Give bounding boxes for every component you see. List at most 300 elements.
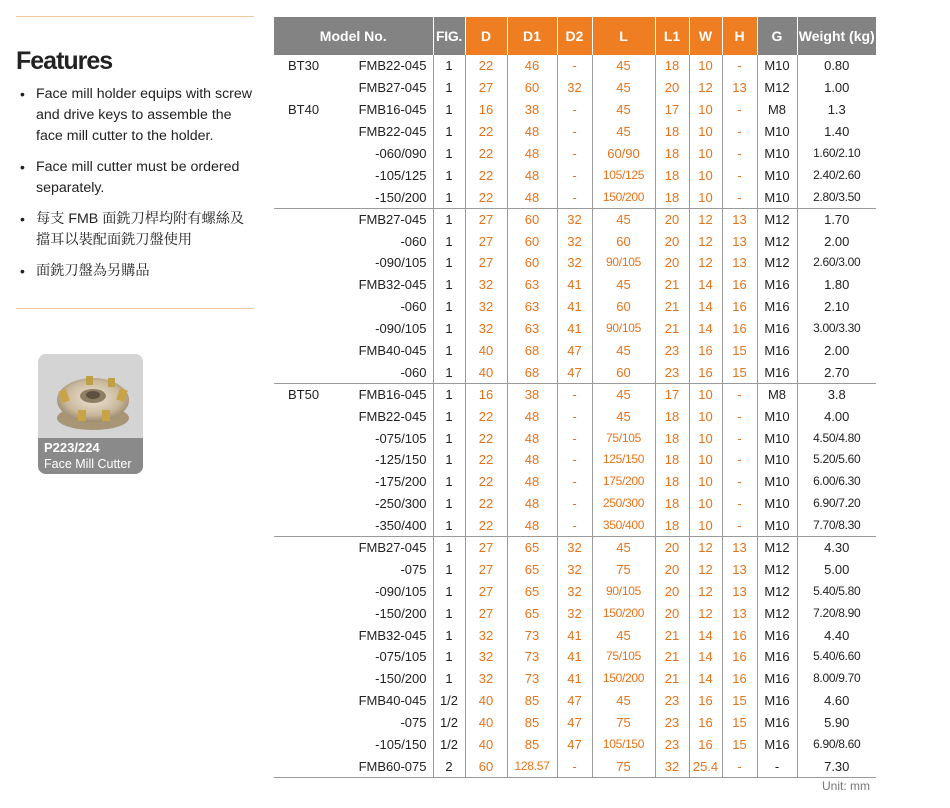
cell-model bbox=[274, 537, 433, 559]
cell-g: M10 bbox=[757, 493, 797, 515]
cell-d2: 32 bbox=[557, 77, 592, 99]
cell-model-number: FMB22-045 bbox=[358, 124, 427, 140]
top-divider bbox=[16, 16, 254, 17]
product-label bbox=[38, 438, 143, 474]
cell-g: M12 bbox=[757, 77, 797, 99]
cell-d1: 48 bbox=[507, 405, 557, 427]
cell-l: 250/300 bbox=[592, 493, 655, 515]
cell-d1: 68 bbox=[507, 361, 557, 383]
cell-d1: 48 bbox=[507, 471, 557, 493]
cell-model-number: -105/125 bbox=[375, 167, 427, 183]
cell-g: M12 bbox=[757, 230, 797, 252]
cell-model bbox=[274, 515, 433, 537]
cell-model bbox=[274, 99, 433, 121]
cell-fig: 1 bbox=[433, 186, 465, 208]
cell-fig: 1 bbox=[433, 471, 465, 493]
cell-l1: 21 bbox=[655, 318, 689, 340]
cell-model-number: FMB32-045 bbox=[358, 277, 427, 293]
cell-weight: 4.00 bbox=[824, 408, 850, 424]
cell-model bbox=[274, 471, 433, 493]
cell-h: - bbox=[722, 55, 757, 77]
cell-d2: - bbox=[557, 99, 592, 121]
cell-l: 90/105 bbox=[592, 318, 655, 340]
cell-weight: 7.20/8.90 bbox=[813, 605, 861, 620]
cell-l1: 23 bbox=[655, 690, 689, 712]
cell-d1: 65 bbox=[507, 580, 557, 602]
cell-model bbox=[274, 427, 433, 449]
cell-weight: 2.40/2.60 bbox=[813, 167, 861, 182]
cell-h: - bbox=[722, 471, 757, 493]
table-row bbox=[274, 383, 876, 405]
table-row bbox=[274, 121, 876, 143]
cell-weight: 1.70 bbox=[797, 208, 876, 230]
cell-fig: 1 bbox=[433, 274, 465, 296]
face-mill-cutter-icon bbox=[38, 354, 143, 440]
table-row bbox=[274, 164, 876, 186]
table-header-row bbox=[274, 17, 876, 55]
table-row bbox=[274, 756, 876, 778]
cell-weight: 4.40 bbox=[824, 627, 850, 643]
cell-model bbox=[274, 734, 433, 756]
cell-h: - bbox=[722, 515, 757, 537]
cell-d: 40 bbox=[465, 712, 507, 734]
feature-item: • Face mill cutter must be ordered separately. bbox=[16, 157, 254, 199]
cell-w: 16 bbox=[689, 340, 722, 362]
cell-d2: - bbox=[557, 143, 592, 165]
cell-l: 45 bbox=[592, 55, 655, 77]
cell-d2: - bbox=[557, 471, 592, 493]
cell-d1: 38 bbox=[507, 99, 557, 121]
cell-w: 10 bbox=[689, 471, 722, 493]
cell-model-number: FMB27-045 bbox=[358, 540, 427, 556]
cell-l: 150/200 bbox=[592, 602, 655, 624]
cell-weight: 3.00/3.30 bbox=[813, 321, 861, 336]
cell-h: - bbox=[722, 186, 757, 208]
cell-l: 150/200 bbox=[592, 668, 655, 690]
cell-weight: 8.00/9.70 bbox=[813, 671, 861, 686]
cell-d: 32 bbox=[465, 646, 507, 668]
cell-d2: 41 bbox=[557, 318, 592, 340]
cell-g: M16 bbox=[757, 668, 797, 690]
cell-w: 10 bbox=[689, 383, 722, 405]
cell-d1: 38 bbox=[507, 383, 557, 405]
cell-w: 16 bbox=[689, 712, 722, 734]
cell-d1: 48 bbox=[507, 493, 557, 515]
cell-l1: 18 bbox=[655, 405, 689, 427]
cell-weight: 0.80 bbox=[824, 58, 850, 74]
features-panel bbox=[16, 16, 254, 309]
cell-w: 10 bbox=[689, 99, 722, 121]
cell-d2: 41 bbox=[557, 274, 592, 296]
cell-l1: 18 bbox=[655, 471, 689, 493]
cell-fig: 2 bbox=[433, 756, 465, 778]
cell-d2: 47 bbox=[557, 712, 592, 734]
cell-l: 60 bbox=[592, 296, 655, 318]
cell-d2: 41 bbox=[557, 296, 592, 318]
cell-h: 15 bbox=[722, 361, 757, 383]
cell-h: - bbox=[722, 383, 757, 405]
cell-l: 350/400 bbox=[592, 515, 655, 537]
cell-fig: 1 bbox=[433, 558, 465, 580]
cell-h: 13 bbox=[722, 558, 757, 580]
cell-d: 32 bbox=[465, 296, 507, 318]
cell-fig: 1 bbox=[433, 405, 465, 427]
cell-l1: 18 bbox=[655, 515, 689, 537]
cell-d1: 85 bbox=[507, 712, 557, 734]
cell-d: 22 bbox=[465, 515, 507, 537]
table-row bbox=[274, 361, 876, 383]
cell-d2: 41 bbox=[557, 624, 592, 646]
cell-weight: 6.90/8.60 bbox=[813, 737, 861, 752]
cell-g: M16 bbox=[757, 734, 797, 756]
cell-weight: 5.90 bbox=[824, 715, 850, 731]
cell-l1: 20 bbox=[655, 230, 689, 252]
cell-weight: 2.00 bbox=[824, 233, 850, 249]
cell-l1: 20 bbox=[655, 602, 689, 624]
cell-model-number: FMB40-045 bbox=[358, 693, 427, 709]
cell-model bbox=[274, 690, 433, 712]
cell-d: 22 bbox=[465, 55, 507, 77]
cell-l1: 18 bbox=[655, 55, 689, 77]
cell-d: 22 bbox=[465, 405, 507, 427]
cell-w: 25.4 bbox=[689, 756, 722, 778]
cell-fig: 1 bbox=[433, 143, 465, 165]
table-row bbox=[274, 646, 876, 668]
cell-weight: 1.40 bbox=[824, 124, 850, 140]
cell-model bbox=[274, 230, 433, 252]
cell-d2: 41 bbox=[557, 646, 592, 668]
unit-note: Unit: mm bbox=[822, 779, 870, 793]
cell-d1: 48 bbox=[507, 515, 557, 537]
cell-fig: 1 bbox=[433, 580, 465, 602]
cell-d1: 60 bbox=[507, 230, 557, 252]
table-row bbox=[274, 99, 876, 121]
cell-fig: 1 bbox=[433, 449, 465, 471]
cell-w: 10 bbox=[689, 55, 722, 77]
cell-l: 60 bbox=[592, 361, 655, 383]
cell-model-number: -150/200 bbox=[375, 605, 427, 621]
cell-spindle-group: BT30 bbox=[288, 58, 320, 74]
cell-d2: - bbox=[557, 121, 592, 143]
cell-d2: 32 bbox=[557, 230, 592, 252]
cell-g: M10 bbox=[757, 164, 797, 186]
cell-model-number: -075 bbox=[400, 561, 427, 577]
cell-d1: 65 bbox=[507, 602, 557, 624]
cell-g: M10 bbox=[757, 405, 797, 427]
table-row bbox=[274, 274, 876, 296]
cell-d2: - bbox=[557, 186, 592, 208]
cell-g: M10 bbox=[757, 449, 797, 471]
feature-item: • Face mill holder equips with screw and drive keys to assemble the face mill cutter to the holder. bbox=[16, 84, 254, 147]
cell-fig: 1 bbox=[433, 537, 465, 559]
cell-fig: 1 bbox=[433, 493, 465, 515]
cell-model bbox=[274, 77, 433, 99]
cell-d1: 63 bbox=[507, 296, 557, 318]
cell-d1: 63 bbox=[507, 274, 557, 296]
cell-w: 10 bbox=[689, 449, 722, 471]
cell-d2: - bbox=[557, 164, 592, 186]
cell-l: 150/200 bbox=[592, 186, 655, 208]
cell-h: 13 bbox=[722, 252, 757, 274]
cell-fig: 1/2 bbox=[433, 712, 465, 734]
cell-g: M8 bbox=[757, 99, 797, 121]
cell-l1: 17 bbox=[655, 383, 689, 405]
table-row bbox=[274, 252, 876, 274]
cell-d: 32 bbox=[465, 668, 507, 690]
cell-w: 12 bbox=[689, 208, 722, 230]
cell-fig: 1 bbox=[433, 427, 465, 449]
cell-model-number: -350/400 bbox=[375, 517, 427, 533]
cell-weight: 2.70 bbox=[824, 364, 850, 380]
cell-g: M10 bbox=[757, 427, 797, 449]
table-row bbox=[274, 558, 876, 580]
cell-h: 16 bbox=[722, 646, 757, 668]
cell-weight: 1.60/2.10 bbox=[813, 146, 861, 160]
cell-d: 40 bbox=[465, 734, 507, 756]
cell-d2: - bbox=[557, 383, 592, 405]
table-row bbox=[274, 427, 876, 449]
cell-model-number: -105/150 bbox=[375, 737, 427, 753]
cell-d1: 68 bbox=[507, 340, 557, 362]
cell-d1: 65 bbox=[507, 537, 557, 559]
cell-w: 14 bbox=[689, 668, 722, 690]
cell-d: 16 bbox=[465, 383, 507, 405]
cell-model-number: -090/105 bbox=[375, 321, 427, 337]
cell-d2: - bbox=[557, 55, 592, 77]
cell-d2: 32 bbox=[557, 537, 592, 559]
cell-l1: 20 bbox=[655, 580, 689, 602]
cell-fig: 1/2 bbox=[433, 734, 465, 756]
cell-d1: 60 bbox=[507, 252, 557, 274]
cell-g: M16 bbox=[757, 690, 797, 712]
cell-w: 12 bbox=[689, 558, 722, 580]
header-w: W bbox=[689, 17, 722, 55]
cell-h: 16 bbox=[722, 296, 757, 318]
cell-weight: 7.30 bbox=[797, 756, 876, 778]
cell-model-number: FMB40-045 bbox=[358, 343, 427, 359]
cell-l1: 21 bbox=[655, 668, 689, 690]
cell-d2: 32 bbox=[557, 208, 592, 230]
cell-d: 27 bbox=[465, 230, 507, 252]
cell-w: 10 bbox=[689, 427, 722, 449]
cell-w: 10 bbox=[689, 405, 722, 427]
product-card[interactable] bbox=[38, 354, 143, 474]
cell-fig: 1 bbox=[433, 208, 465, 230]
cell-weight: 2.80/3.50 bbox=[813, 189, 861, 204]
cell-weight: 2.00 bbox=[824, 343, 850, 359]
cell-d: 22 bbox=[465, 186, 507, 208]
cell-model bbox=[274, 274, 433, 296]
cell-d: 16 bbox=[465, 99, 507, 121]
cell-w: 10 bbox=[689, 121, 722, 143]
cell-fig: 1 bbox=[433, 515, 465, 537]
cell-d1: 48 bbox=[507, 164, 557, 186]
product-code: P223/224 bbox=[44, 440, 100, 455]
cell-l1: 20 bbox=[655, 558, 689, 580]
cell-model bbox=[274, 712, 433, 734]
cell-model-number: -075 bbox=[400, 715, 427, 731]
cell-l: 60/90 bbox=[592, 143, 655, 165]
cell-l: 45 bbox=[592, 624, 655, 646]
cell-h: 13 bbox=[722, 537, 757, 559]
cell-g: M16 bbox=[757, 624, 797, 646]
cell-d2: 41 bbox=[557, 668, 592, 690]
cell-d: 27 bbox=[465, 602, 507, 624]
cell-l: 75/105 bbox=[592, 646, 655, 668]
header-l1: L1 bbox=[655, 17, 689, 55]
cell-h: - bbox=[722, 121, 757, 143]
cell-model bbox=[274, 208, 433, 230]
cell-l1: 17 bbox=[655, 99, 689, 121]
cell-d1: 63 bbox=[507, 318, 557, 340]
cell-fig: 1 bbox=[433, 340, 465, 362]
cell-weight: 1.3 bbox=[827, 102, 846, 118]
cell-d2: - bbox=[557, 515, 592, 537]
cell-d1: 46 bbox=[507, 55, 557, 77]
cell-model bbox=[274, 602, 433, 624]
cell-d2: - bbox=[557, 493, 592, 515]
cell-g: M16 bbox=[757, 274, 797, 296]
cell-d1: 128.57 bbox=[507, 756, 557, 778]
cell-d1: 48 bbox=[507, 143, 557, 165]
cell-spindle-group: BT40 bbox=[288, 102, 320, 118]
cell-model-number: -060 bbox=[400, 364, 427, 380]
cell-d: 22 bbox=[465, 493, 507, 515]
cell-weight: 5.00 bbox=[824, 561, 850, 577]
cell-l: 75 bbox=[592, 712, 655, 734]
cell-d: 22 bbox=[465, 164, 507, 186]
cell-model-number: -250/300 bbox=[375, 496, 427, 512]
cell-fig: 1/2 bbox=[433, 690, 465, 712]
cell-model-number: FMB27-045 bbox=[358, 211, 427, 227]
cell-h: 16 bbox=[722, 624, 757, 646]
cell-l1: 18 bbox=[655, 493, 689, 515]
table-row bbox=[274, 690, 876, 712]
table-row bbox=[274, 449, 876, 471]
cell-model-number: FMB16-045 bbox=[358, 387, 427, 403]
table-row bbox=[274, 55, 876, 77]
cell-d1: 85 bbox=[507, 734, 557, 756]
cell-weight: 1.80 bbox=[824, 277, 850, 293]
cell-g: M16 bbox=[757, 318, 797, 340]
cell-d2: 47 bbox=[557, 340, 592, 362]
cell-model bbox=[274, 143, 433, 165]
cell-d1: 73 bbox=[507, 646, 557, 668]
cell-model-number: -060 bbox=[400, 299, 427, 315]
cell-weight: 1.00 bbox=[824, 80, 850, 96]
cell-d2: 32 bbox=[557, 602, 592, 624]
cell-h: - bbox=[722, 164, 757, 186]
cell-fig: 1 bbox=[433, 624, 465, 646]
cell-l1: 23 bbox=[655, 734, 689, 756]
cell-h: - bbox=[722, 427, 757, 449]
cell-g: M10 bbox=[757, 186, 797, 208]
cell-d2: 32 bbox=[557, 558, 592, 580]
cell-l1: 23 bbox=[655, 712, 689, 734]
cell-fig: 1 bbox=[433, 77, 465, 99]
cell-w: 12 bbox=[689, 580, 722, 602]
cell-l: 75/105 bbox=[592, 427, 655, 449]
cell-d: 27 bbox=[465, 580, 507, 602]
cell-g: M12 bbox=[757, 537, 797, 559]
cell-model bbox=[274, 383, 433, 405]
cell-model bbox=[274, 756, 433, 778]
cell-l: 45 bbox=[592, 208, 655, 230]
cell-d: 40 bbox=[465, 340, 507, 362]
cell-l1: 23 bbox=[655, 361, 689, 383]
cell-h: 13 bbox=[722, 230, 757, 252]
cell-g: M8 bbox=[757, 383, 797, 405]
cell-d1: 65 bbox=[507, 558, 557, 580]
cell-h: 13 bbox=[722, 77, 757, 99]
cell-d2: 32 bbox=[557, 252, 592, 274]
table-row bbox=[274, 77, 876, 99]
cell-model bbox=[274, 449, 433, 471]
cell-g: M12 bbox=[757, 208, 797, 230]
cell-model bbox=[274, 252, 433, 274]
spec-table bbox=[274, 17, 876, 778]
cell-h: - bbox=[722, 449, 757, 471]
cell-d2: 47 bbox=[557, 690, 592, 712]
cell-g: M10 bbox=[757, 55, 797, 77]
table-row bbox=[274, 668, 876, 690]
cell-g: M12 bbox=[757, 602, 797, 624]
cell-l: 125/150 bbox=[592, 449, 655, 471]
cell-l1: 18 bbox=[655, 427, 689, 449]
features-title: Features bbox=[16, 47, 113, 75]
cell-l1: 18 bbox=[655, 449, 689, 471]
cell-l: 45 bbox=[592, 690, 655, 712]
cell-model bbox=[274, 186, 433, 208]
header-model: Model No. bbox=[274, 17, 433, 55]
cell-l: 75 bbox=[592, 756, 655, 778]
cell-l: 175/200 bbox=[592, 471, 655, 493]
cell-model bbox=[274, 493, 433, 515]
cell-h: - bbox=[722, 493, 757, 515]
cell-model-number: FMB32-045 bbox=[358, 627, 427, 643]
cell-model bbox=[274, 55, 433, 77]
cell-model bbox=[274, 580, 433, 602]
cell-fig: 1 bbox=[433, 296, 465, 318]
cell-h: 16 bbox=[722, 668, 757, 690]
cell-h: 13 bbox=[722, 208, 757, 230]
cell-d1: 60 bbox=[507, 77, 557, 99]
cell-l: 45 bbox=[592, 537, 655, 559]
cell-fig: 1 bbox=[433, 252, 465, 274]
cell-fig: 1 bbox=[433, 668, 465, 690]
cell-weight: 6.00/6.30 bbox=[813, 474, 861, 489]
features-list bbox=[16, 84, 254, 282]
cell-fig: 1 bbox=[433, 230, 465, 252]
cell-l1: 18 bbox=[655, 143, 689, 165]
cell-d: 27 bbox=[465, 208, 507, 230]
cell-model-number: -060 bbox=[400, 233, 427, 249]
cell-weight: 4.50/4.80 bbox=[813, 430, 861, 445]
cell-l: 45 bbox=[592, 383, 655, 405]
cell-model-number: -060/090 bbox=[375, 146, 427, 161]
table-row bbox=[274, 624, 876, 646]
table-row bbox=[274, 318, 876, 340]
cell-d: 32 bbox=[465, 274, 507, 296]
cell-d: 40 bbox=[465, 361, 507, 383]
header-d: D bbox=[465, 17, 507, 55]
cell-weight: 7.70/8.30 bbox=[813, 517, 861, 532]
feature-item: • 每支 FMB 面銑刀桿均附有螺絲及擋耳以裝配面銑刀盤使用 bbox=[16, 209, 254, 251]
cell-d1: 48 bbox=[507, 449, 557, 471]
cell-model bbox=[274, 405, 433, 427]
cell-h: 15 bbox=[722, 712, 757, 734]
cell-g: M16 bbox=[757, 646, 797, 668]
